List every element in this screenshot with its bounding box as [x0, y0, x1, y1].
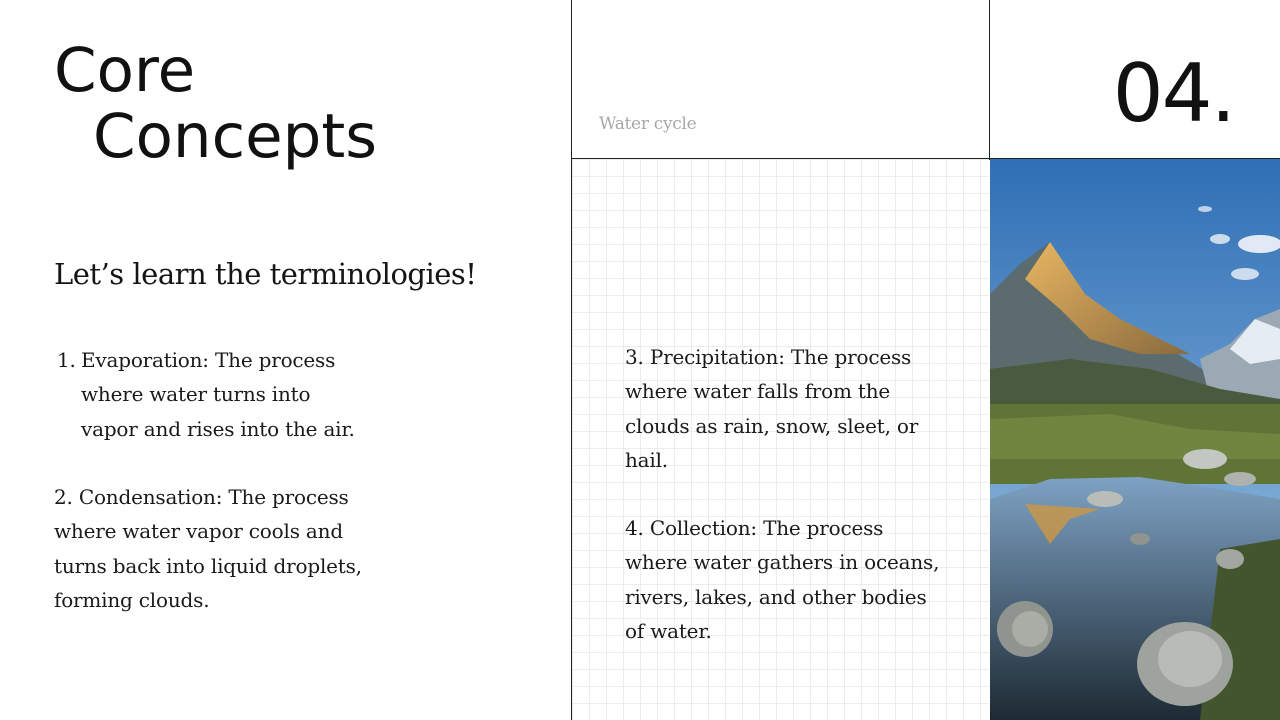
term-collection: 4. Collection: The process where water gathers in oceans, rivers, lakes, and other bodies of water.	[625, 516, 940, 643]
title-line-2: Concepts	[93, 101, 378, 172]
term-precipitation: 3. Precipitation: The process where water falls from the clouds as rain, snow, sleet, or hail.	[625, 345, 919, 472]
term-number: 1.	[57, 348, 76, 372]
term-evaporation	[54, 343, 364, 446]
vertical-divider-top	[989, 0, 990, 160]
slide-title	[54, 35, 378, 172]
mountain-lake-image	[990, 159, 1280, 720]
title-line-1: Core	[54, 35, 196, 106]
image-caption: Water cycle	[599, 114, 697, 134]
slide-subtitle: Let’s learn the terminologies!	[54, 257, 477, 291]
term-condensation: 2. Condensation: The process where water vapor cools and turns back into liquid droplets, forming clouds.	[54, 485, 362, 612]
mountain-lake-photo	[990, 159, 1280, 720]
section-number: 04.	[1112, 47, 1234, 140]
term-text: Evaporation: The process where water turns into vapor and rises into the air.	[81, 348, 355, 441]
